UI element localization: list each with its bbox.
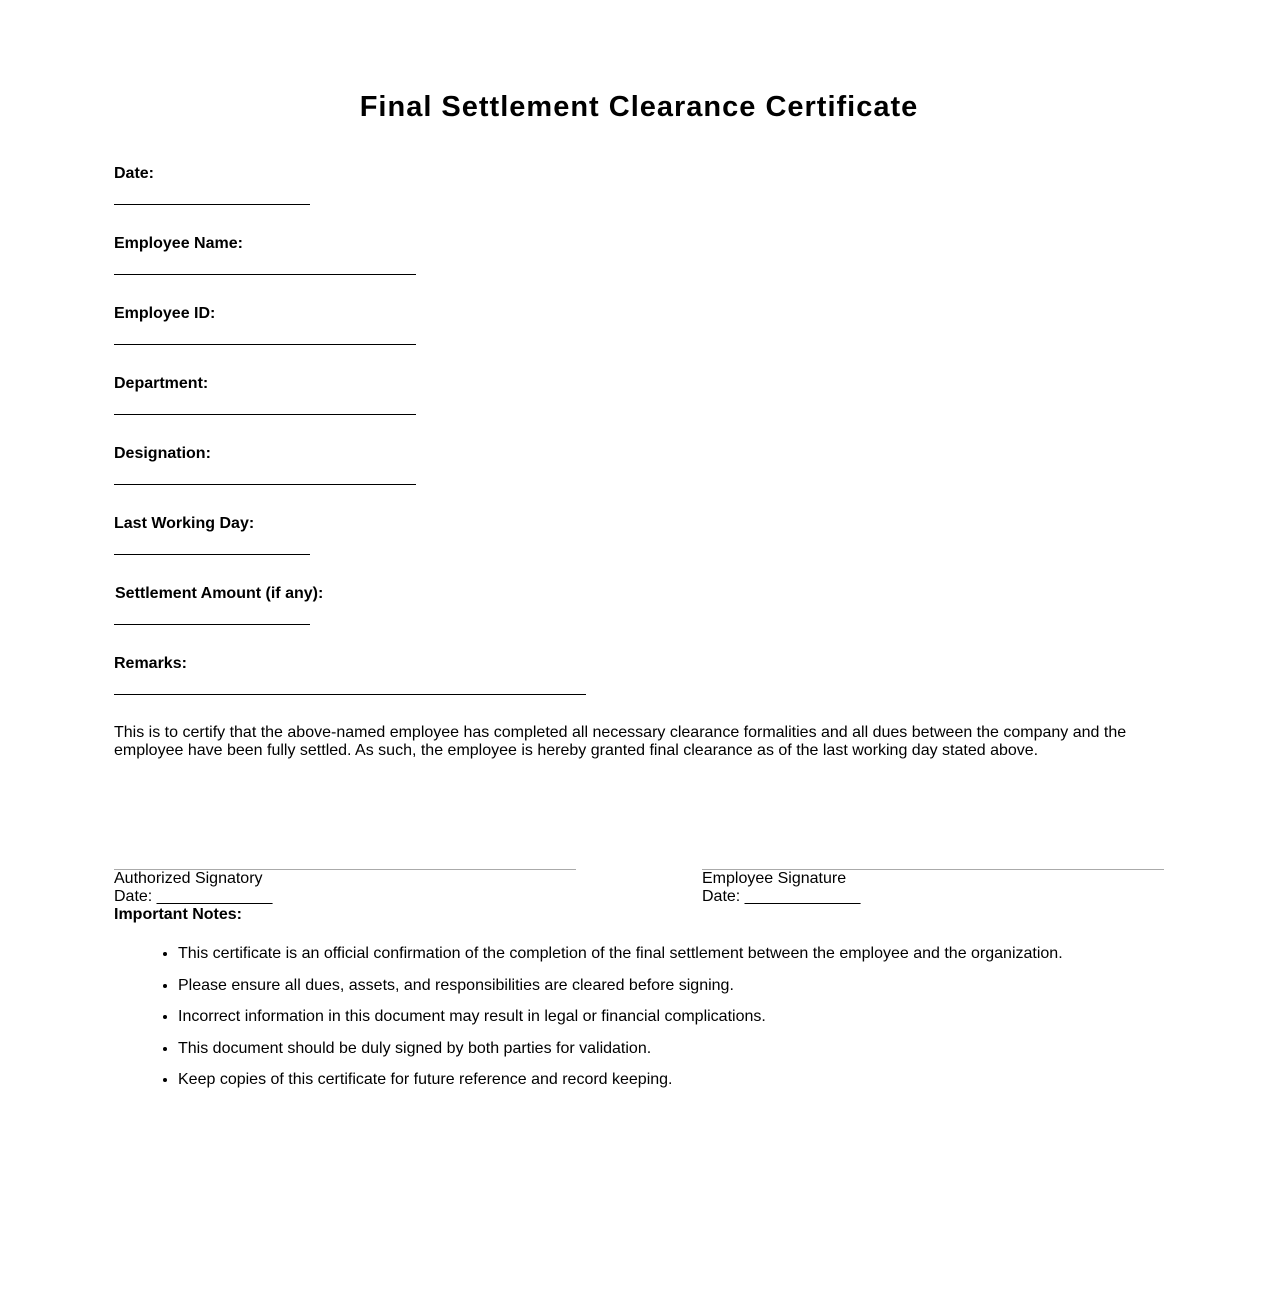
authorized-signatory-block[interactable]	[114, 869, 576, 906]
list-item: • This certificate is an official confirmation of the completion of the final settlement between the employee and the organization.	[178, 944, 1178, 964]
employee-name-label: Employee Name:	[114, 235, 243, 252]
page-title: Final Settlement Clearance Certificate	[359, 91, 919, 123]
notes-list	[138, 944, 1178, 1102]
list-item: • Please ensure all dues, assets, and responsibilities are cleared before signing.	[178, 976, 1178, 996]
settlement-amount-label: Settlement Amount (if any):	[115, 585, 324, 602]
date-label: Date:	[114, 165, 155, 182]
settlement-amount-field[interactable]	[114, 624, 310, 625]
department-field[interactable]	[114, 414, 416, 415]
date-field[interactable]	[114, 204, 310, 205]
last-working-day-label: Last Working Day:	[114, 515, 255, 532]
employee-id-field[interactable]	[114, 344, 416, 345]
employee-signature-block[interactable]	[702, 869, 1164, 906]
list-item: • This document should be duly signed by both parties for validation.	[178, 1039, 1178, 1059]
authorized-signatory-title: Authorized Signatory	[114, 870, 263, 887]
employee-name-field[interactable]	[114, 274, 416, 275]
employee-id-label: Employee ID:	[114, 305, 216, 322]
list-item: • Incorrect information in this document may result in legal or financial complications.	[178, 1007, 1178, 1027]
designation-label: Designation:	[114, 445, 211, 462]
list-item: • Keep copies of this certificate for future reference and record keeping.	[178, 1070, 1178, 1090]
remarks-field[interactable]	[114, 694, 586, 695]
certification-statement: This is to certify that the above-named employee has completed all necessary clearance formalities and all dues between the company and the employee have been fully settled. As such, the employee is hereby granted final clearance as of the last working day stated above.	[114, 724, 1127, 759]
last-working-day-field[interactable]	[114, 554, 310, 555]
designation-field[interactable]	[114, 484, 416, 485]
notes-heading: Important Notes:	[114, 906, 242, 923]
employee-signature-date: Date: _____________	[702, 888, 861, 905]
department-label: Department:	[114, 375, 209, 392]
remarks-label: Remarks:	[114, 655, 187, 672]
employee-signature-title: Employee Signature	[702, 870, 847, 887]
authorized-signatory-date: Date: _____________	[114, 888, 273, 905]
